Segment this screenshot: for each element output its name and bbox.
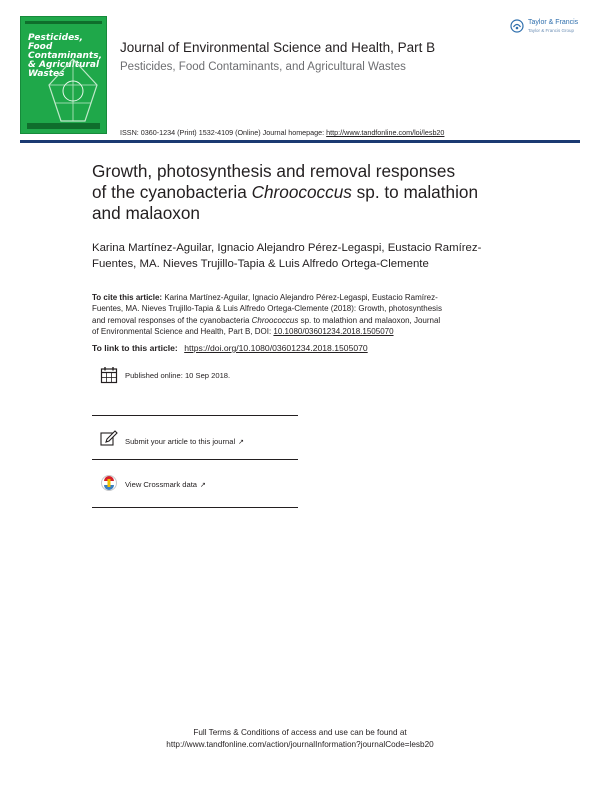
cover-top-band xyxy=(25,21,102,24)
footer-terms-link[interactable]: http://www.tandfonline.com/action/journalInformation?journalCode=lesb20 xyxy=(166,739,434,749)
cover-title-line: Food Contaminants, xyxy=(28,42,102,61)
submit-article-link[interactable] xyxy=(125,437,244,446)
footer-terms xyxy=(120,727,480,750)
external-link-icon: ↗ xyxy=(238,439,245,446)
article-title-line: of the cyanobacteria xyxy=(92,182,252,202)
authors-line: Fuentes, MA. Nieves Trujillo-Tapia & Luis Alfredo Ortega-Clemente xyxy=(92,258,429,270)
issn-text: ISSN: 0360-1234 (Print) 1532-4109 (Online) Journal homepage: xyxy=(120,128,327,137)
citation-species: Chroococcus xyxy=(251,315,299,325)
crossmark-text: View Crossmark data xyxy=(125,480,198,489)
crossmark-row[interactable] xyxy=(92,460,298,508)
external-link-icon: ↗ xyxy=(200,482,206,489)
cover-title-line: Pesticides, xyxy=(28,33,83,43)
citation-text: sp. to malathion and malaoxon, Journal xyxy=(298,315,441,325)
article-link-line xyxy=(92,343,368,353)
article-title-species: Chroococcus xyxy=(251,182,352,202)
submit-article-text: Submit your article to this journal xyxy=(125,437,236,446)
article-authors xyxy=(92,240,522,272)
crossmark-icon xyxy=(100,474,118,492)
article-doi-link[interactable]: https://doi.org/10.1080/03601234.2018.1505070 xyxy=(184,343,368,353)
cover-bottom-band xyxy=(27,123,100,129)
journal-subtitle: Pesticides, Food Contaminants, and Agricultural Wastes xyxy=(120,61,406,73)
citation-text: of Environmental Science and Health, Part B, DOI: xyxy=(92,327,274,337)
citation-doi-link[interactable]: 10.1080/03601234.2018.1505070 xyxy=(273,327,394,337)
article-title-line: Growth, photosynthesis and removal responses xyxy=(92,161,456,181)
journal-cover-image xyxy=(20,16,107,134)
issn-line xyxy=(120,128,444,137)
submit-article-row[interactable] xyxy=(92,418,298,460)
publisher-logo-name: Taylor & Francis xyxy=(528,19,579,26)
article-title-line: and malaoxon xyxy=(92,203,200,223)
publisher-logo-icon xyxy=(510,19,524,33)
calendar-icon xyxy=(100,366,118,384)
journal-homepage-link[interactable]: http://www.tandfonline.com/loi/lesb20 xyxy=(326,128,445,137)
citation-text: and removal responses of the cyanobacteria xyxy=(92,315,252,325)
journal-title[interactable]: Journal of Environmental Science and Health, Part B xyxy=(120,40,436,55)
publisher-logo[interactable] xyxy=(510,18,582,40)
header-divider xyxy=(20,140,580,143)
article-title xyxy=(92,161,532,224)
publisher-logo-tagline: Taylor & Francis Group xyxy=(528,28,575,33)
published-online-text: Published online: 10 Sep 2018. xyxy=(125,371,231,380)
footer-terms-text: Full Terms & Conditions of access and use can be found at xyxy=(193,728,407,737)
published-online-row xyxy=(92,362,298,416)
cover-title-line: & Agricultural Wastes xyxy=(28,60,100,79)
article-title-line: sp. to malathion xyxy=(351,182,479,202)
crossmark-link[interactable] xyxy=(125,480,206,489)
authors-line: Karina Martínez-Aguilar, Ignacio Alejandro Pérez-Legaspi, Eustacio Ramírez- xyxy=(92,242,482,254)
citation-text: Fuentes, MA. Nieves Trujillo-Tapia & Luis Alfredo Ortega-Clemente (2018): Growth, photosynthesis xyxy=(92,304,442,314)
citation-block xyxy=(92,292,512,338)
citation-text: Karina Martínez-Aguilar, Ignacio Alejandro Pérez-Legaspi, Eustacio Ramírez- xyxy=(164,293,438,302)
cover-artwork xyxy=(45,55,101,125)
edit-icon xyxy=(100,430,118,448)
article-link-label: To link to this article: xyxy=(92,343,181,353)
citation-label: To cite this article: xyxy=(92,293,165,302)
